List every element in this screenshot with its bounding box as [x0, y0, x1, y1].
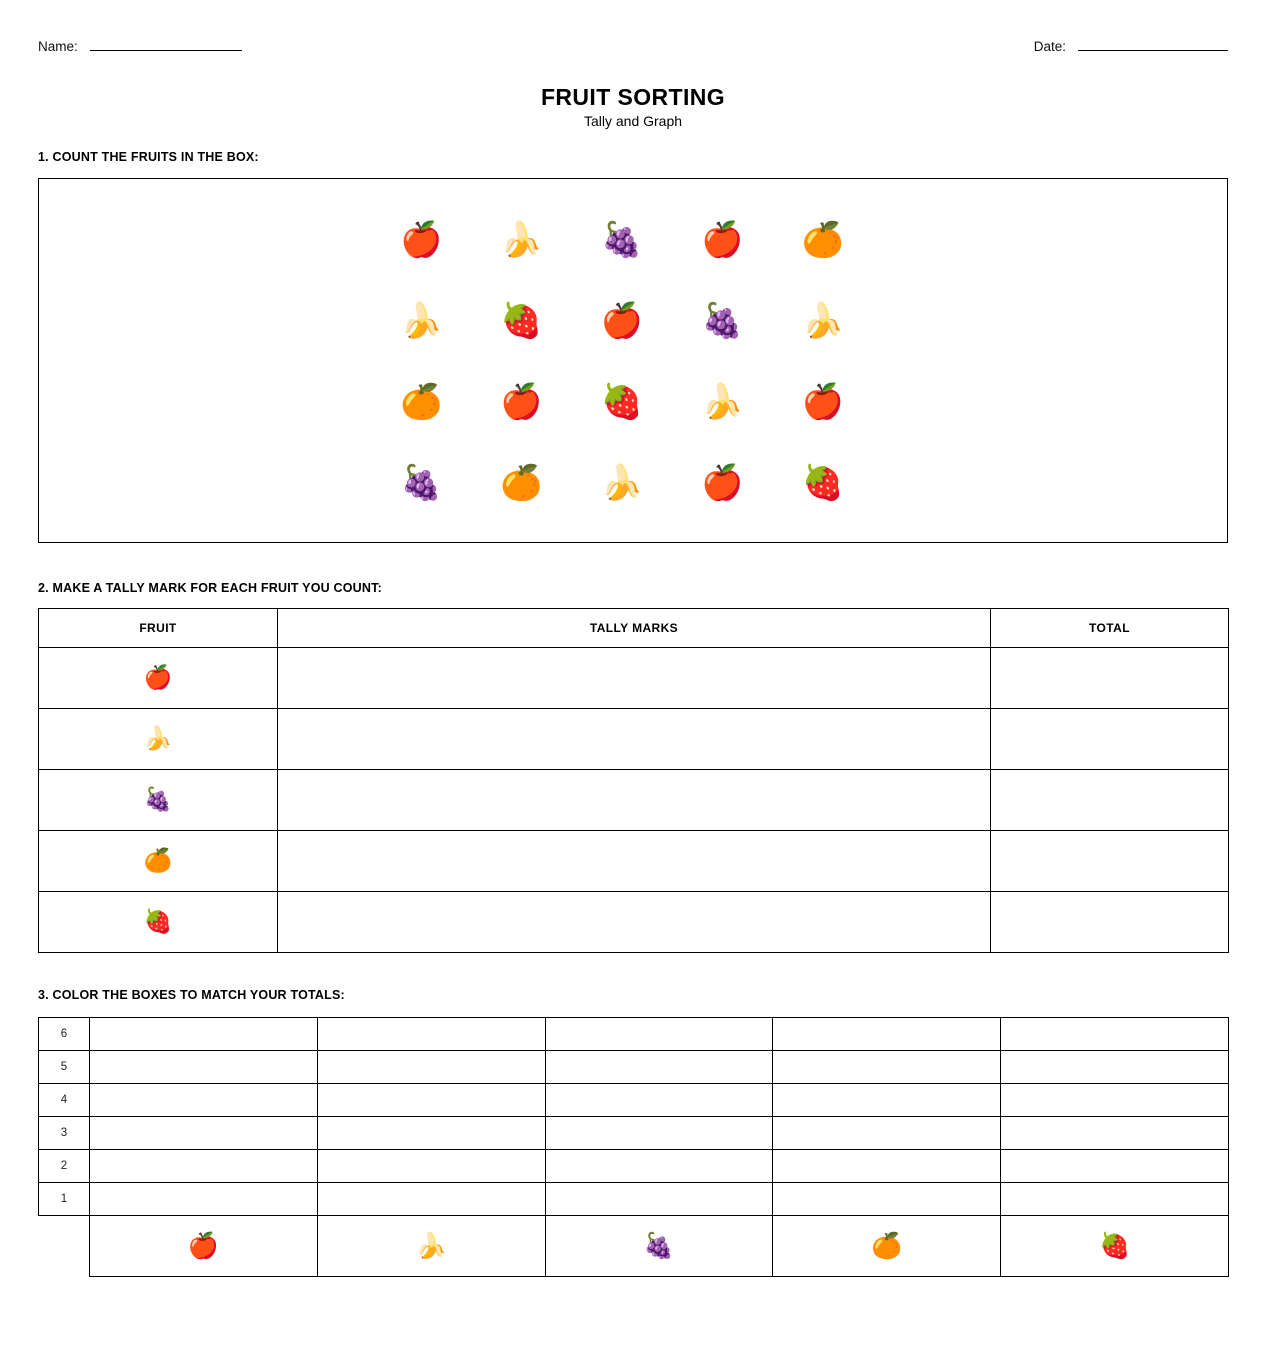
graph-cell-grapes-2[interactable]	[545, 1150, 773, 1183]
fruit-item-apple: 🍎	[701, 462, 744, 503]
graph-row-4	[39, 1084, 1229, 1117]
apple-icon: 🍎	[143, 664, 173, 691]
y-axis-tick-1: 1	[39, 1183, 90, 1216]
fruit-item-banana: 🍌	[600, 462, 644, 503]
fruit-item-banana: 🍌	[801, 300, 844, 341]
page-title: FRUIT SORTING	[540, 84, 726, 110]
tally-col-header-total: TOTAL	[991, 609, 1229, 648]
graph-cell-orange-5[interactable]	[773, 1051, 1001, 1084]
graph-cell-strawberry-2[interactable]	[1001, 1150, 1229, 1183]
tally-marks-cell-banana[interactable]	[278, 709, 991, 770]
graph-cell-strawberry-1[interactable]	[1001, 1183, 1229, 1216]
graph-cell-banana-4[interactable]	[317, 1084, 545, 1117]
graph-cell-grapes-1[interactable]	[545, 1183, 773, 1216]
name-label: Name:	[38, 39, 78, 54]
graph-row-1	[39, 1183, 1229, 1216]
fruit-item-banana: 🍌	[701, 381, 744, 422]
graph-row-2	[39, 1150, 1229, 1183]
grapes-icon: 🍇	[143, 786, 173, 813]
graph-cell-strawberry-5[interactable]	[1001, 1051, 1229, 1084]
title-block	[38, 85, 1228, 130]
worksheet-page	[38, 0, 1228, 1369]
graph-row-5	[39, 1051, 1229, 1084]
graph-cell-strawberry-3[interactable]	[1001, 1117, 1229, 1150]
tally-marks-cell-grapes[interactable]	[278, 770, 991, 831]
fruit-item-orange: 🍊	[400, 381, 443, 422]
section-3-heading: 3. COLOR THE BOXES TO MATCH YOUR TOTALS:	[38, 988, 345, 1002]
tally-row-fruit-apple	[39, 648, 278, 709]
fruit-item-apple: 🍎	[400, 219, 443, 260]
tally-marks-cell-orange[interactable]	[278, 831, 991, 892]
page-subtitle: Tally and Graph	[583, 113, 683, 130]
name-write-line[interactable]	[90, 38, 242, 51]
tally-row-fruit-strawberry	[39, 892, 278, 953]
fruit-item-apple: 🍎	[701, 219, 744, 260]
table-row	[39, 831, 1229, 892]
table-row	[39, 648, 1229, 709]
graph-cell-banana-6[interactable]	[317, 1018, 545, 1051]
banana-icon: 🍌	[415, 1231, 447, 1260]
fruit-item-orange: 🍊	[801, 219, 844, 260]
graph-cell-orange-4[interactable]	[773, 1084, 1001, 1117]
x-axis-category-grapes	[545, 1216, 773, 1277]
date-label: Date:	[1033, 39, 1066, 54]
apple-icon: 🍎	[187, 1231, 219, 1260]
table-row	[39, 770, 1229, 831]
tally-row-fruit-grapes	[39, 770, 278, 831]
y-axis-tick-4: 4	[39, 1084, 90, 1117]
student-info-row	[38, 38, 1228, 60]
graph-cell-apple-1[interactable]	[90, 1183, 318, 1216]
graph-cell-strawberry-6[interactable]	[1001, 1018, 1229, 1051]
fruit-item-grapes: 🍇	[400, 462, 443, 503]
x-axis-category-banana	[317, 1216, 545, 1277]
banana-icon: 🍌	[143, 725, 173, 752]
axis-corner-blank	[39, 1216, 90, 1277]
x-axis-category-orange	[773, 1216, 1001, 1277]
table-row	[39, 892, 1229, 953]
graph-cell-apple-5[interactable]	[90, 1051, 318, 1084]
graph-cell-banana-1[interactable]	[317, 1183, 545, 1216]
graph-cell-strawberry-4[interactable]	[1001, 1084, 1229, 1117]
fruit-item-orange: 🍊	[500, 462, 543, 503]
strawberry-icon: 🍓	[1099, 1231, 1131, 1260]
fruit-item-apple: 🍎	[500, 381, 543, 422]
table-row	[39, 709, 1229, 770]
fruit-grid	[371, 199, 873, 523]
fruit-item-strawberry: 🍓	[600, 381, 644, 422]
total-cell-banana[interactable]	[991, 709, 1229, 770]
total-cell-grapes[interactable]	[991, 770, 1229, 831]
fruit-item-grapes: 🍇	[701, 300, 744, 341]
fruit-item-banana: 🍌	[500, 219, 543, 260]
tally-col-header-tally-marks: TALLY MARKS	[278, 609, 991, 648]
y-axis-tick-6: 6	[39, 1018, 90, 1051]
graph-cell-apple-6[interactable]	[90, 1018, 318, 1051]
y-axis-tick-2: 2	[39, 1150, 90, 1183]
fruit-count-box	[38, 178, 1228, 543]
graph-cell-apple-2[interactable]	[90, 1150, 318, 1183]
tally-marks-cell-apple[interactable]	[278, 648, 991, 709]
graph-cell-banana-2[interactable]	[317, 1150, 545, 1183]
graph-row-3	[39, 1117, 1229, 1150]
date-field[interactable]	[1034, 38, 1228, 54]
fruit-item-apple: 🍎	[600, 300, 644, 341]
total-cell-strawberry[interactable]	[991, 892, 1229, 953]
grapes-icon: 🍇	[643, 1231, 675, 1260]
graph-cell-orange-6[interactable]	[773, 1018, 1001, 1051]
tally-col-header-fruit: FRUIT	[39, 609, 278, 648]
graph-cell-orange-3[interactable]	[773, 1117, 1001, 1150]
graph-cell-banana-3[interactable]	[317, 1117, 545, 1150]
graph-cell-grapes-3[interactable]	[545, 1117, 773, 1150]
graph-cell-apple-3[interactable]	[90, 1117, 318, 1150]
graph-cell-banana-5[interactable]	[317, 1051, 545, 1084]
fruit-item-strawberry: 🍓	[801, 462, 844, 503]
date-write-line[interactable]	[1078, 38, 1228, 51]
total-cell-orange[interactable]	[991, 831, 1229, 892]
tally-header-row	[39, 609, 1229, 648]
strawberry-icon: 🍓	[143, 908, 173, 935]
fruit-item-strawberry: 🍓	[500, 300, 543, 341]
y-axis-tick-5: 5	[39, 1051, 90, 1084]
tally-row-fruit-orange	[39, 831, 278, 892]
orange-icon: 🍊	[871, 1231, 903, 1260]
total-cell-apple[interactable]	[991, 648, 1229, 709]
graph-cell-grapes-4[interactable]	[545, 1084, 773, 1117]
graph-cell-orange-2[interactable]	[773, 1150, 1001, 1183]
x-axis-category-apple	[90, 1216, 318, 1277]
tally-table	[38, 608, 1229, 953]
graph-cell-apple-4[interactable]	[90, 1084, 318, 1117]
x-axis-category-strawberry	[1001, 1216, 1229, 1277]
graph-row-6	[39, 1018, 1229, 1051]
name-field[interactable]	[38, 38, 242, 54]
graph-category-axis-row	[39, 1216, 1229, 1277]
graph-cell-grapes-5[interactable]	[545, 1051, 773, 1084]
orange-icon: 🍊	[143, 847, 173, 874]
fruit-item-apple: 🍎	[801, 381, 844, 422]
tally-row-fruit-banana	[39, 709, 278, 770]
tally-marks-cell-strawberry[interactable]	[278, 892, 991, 953]
graph-cell-orange-1[interactable]	[773, 1183, 1001, 1216]
fruit-item-grapes: 🍇	[600, 219, 644, 260]
fruit-item-banana: 🍌	[400, 300, 443, 341]
graph-cell-grapes-6[interactable]	[545, 1018, 773, 1051]
y-axis-tick-3: 3	[39, 1117, 90, 1150]
section-2-heading: 2. MAKE A TALLY MARK FOR EACH FRUIT YOU COUNT:	[38, 581, 382, 595]
coloring-bar-graph	[38, 1017, 1229, 1277]
section-1-heading: 1. COUNT THE FRUITS IN THE BOX:	[38, 150, 259, 164]
